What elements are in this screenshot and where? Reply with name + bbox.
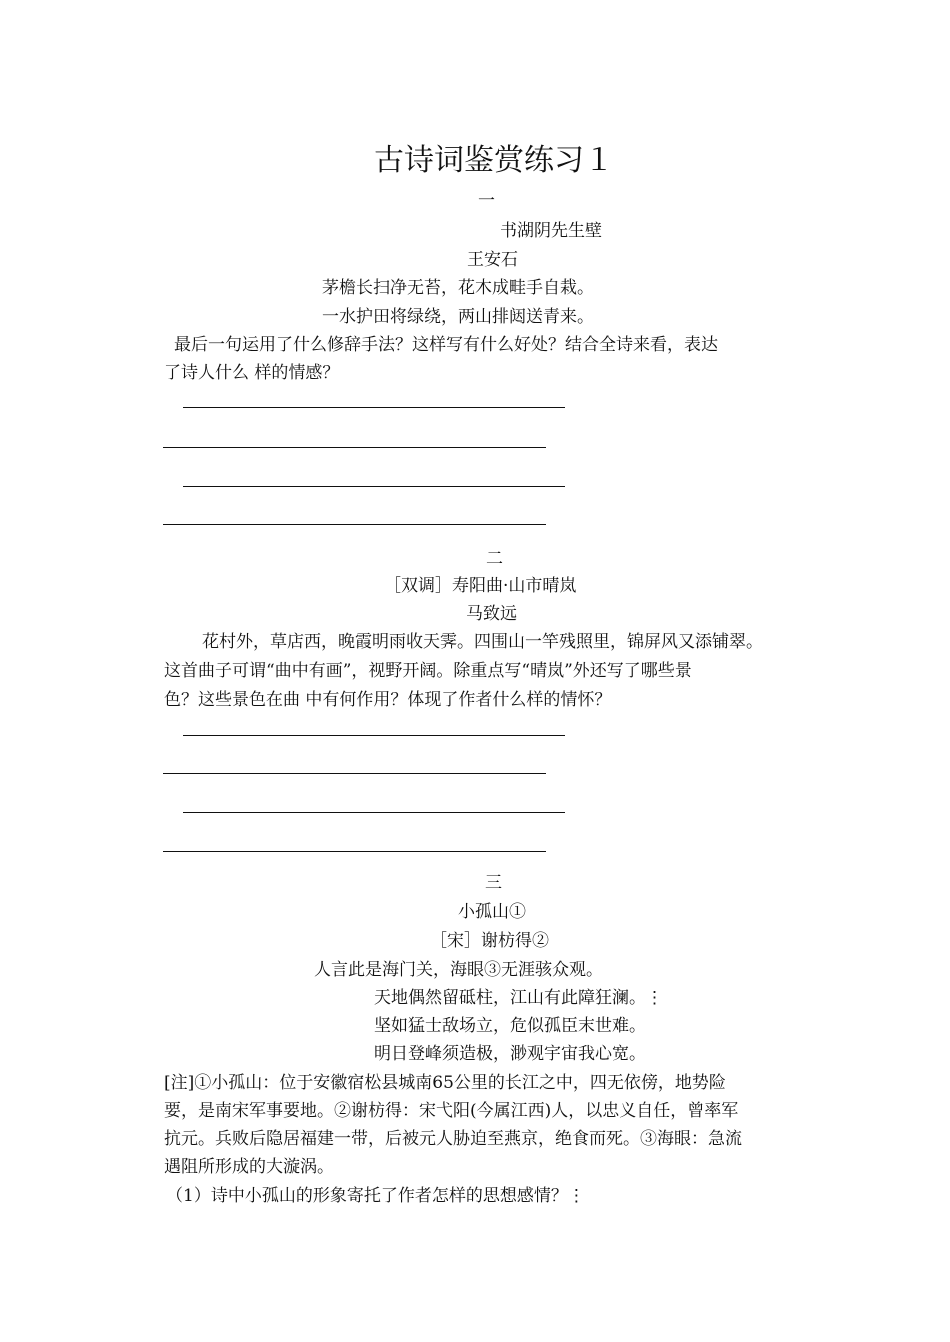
poem-title-1: 书湖阴先生壁 (500, 221, 602, 241)
note-line: 要，是南宋军事要地。②谢枋得：宋弋阳(今属江西)人，以忠义自任，曾率军 (164, 1101, 739, 1121)
poem-title-2: ［双调］寿阳曲·山市晴岚 (384, 576, 577, 596)
answer-line[interactable] (163, 851, 546, 852)
question-1-line: 最后一句运用了什么修辞手法？这样写有什么好处？结合全诗来看，表达 (174, 335, 718, 355)
note-line: 遇阻所形成的大漩涡。 (164, 1157, 334, 1177)
question-3-1: （1）诗中小孤山的形象寄托了作者怎样的思想感情？⋮ (166, 1186, 585, 1206)
note-line: 抗元。兵败后隐居福建一带，后被元人胁迫至燕京，绝食而死。③海眼：急流 (164, 1129, 742, 1149)
poem-line: 茅檐长扫净无苔，花木成畦手自栽。 (322, 278, 594, 298)
question-2-line: 这首曲子可谓“曲中有画”，视野开阔。除重点写“晴岚”外还写了哪些景 (164, 661, 692, 681)
answer-line[interactable] (183, 735, 565, 736)
answer-line[interactable] (163, 773, 546, 774)
section-number-1: 一 (478, 191, 495, 211)
poem-line: 坚如猛士敌场立，危似孤臣末世难。 (374, 1016, 646, 1036)
note-line: [注]①小孤山：位于安徽宿松县城南65公里的长江之中，四无依傍，地势险 (164, 1073, 726, 1093)
page-title: 古诗词鉴赏练习１ (374, 143, 614, 178)
answer-line[interactable] (163, 447, 546, 448)
question-2-line: 色？这些景色在曲 中有何作用？体现了作者什么样的情怀？ (164, 690, 612, 710)
question-1-line: 了诗人什么 样的情感？ (164, 363, 340, 383)
poem-title-3: 小孤山① (458, 902, 526, 922)
answer-line[interactable] (163, 524, 546, 525)
poem-author-2: 马致远 (466, 604, 517, 624)
poem-line: 天地偶然留砥柱，江山有此障狂澜。⋮ (374, 988, 663, 1008)
poem-line: 一水护田将绿绕，两山排闼送青来。 (322, 307, 594, 327)
poem-text-line: 花村外，草店西，晚霞明雨收天霁。四围山一竿残照里，锦屏风又添铺翠。 (202, 632, 763, 652)
answer-line[interactable] (183, 812, 565, 813)
poem-line: 人言此是海门关，海眼③无涯骇众观。 (314, 960, 603, 980)
poem-line: 明日登峰须造极，渺观宇宙我心宽。 (374, 1044, 646, 1064)
answer-line[interactable] (183, 486, 565, 487)
section-number-2: 二 (486, 549, 503, 569)
poem-author-3: ［宋］谢枋得② (430, 931, 549, 951)
section-number-3: 三 (485, 873, 502, 893)
answer-line[interactable] (183, 407, 565, 408)
poem-author-1: 王安石 (467, 250, 518, 270)
